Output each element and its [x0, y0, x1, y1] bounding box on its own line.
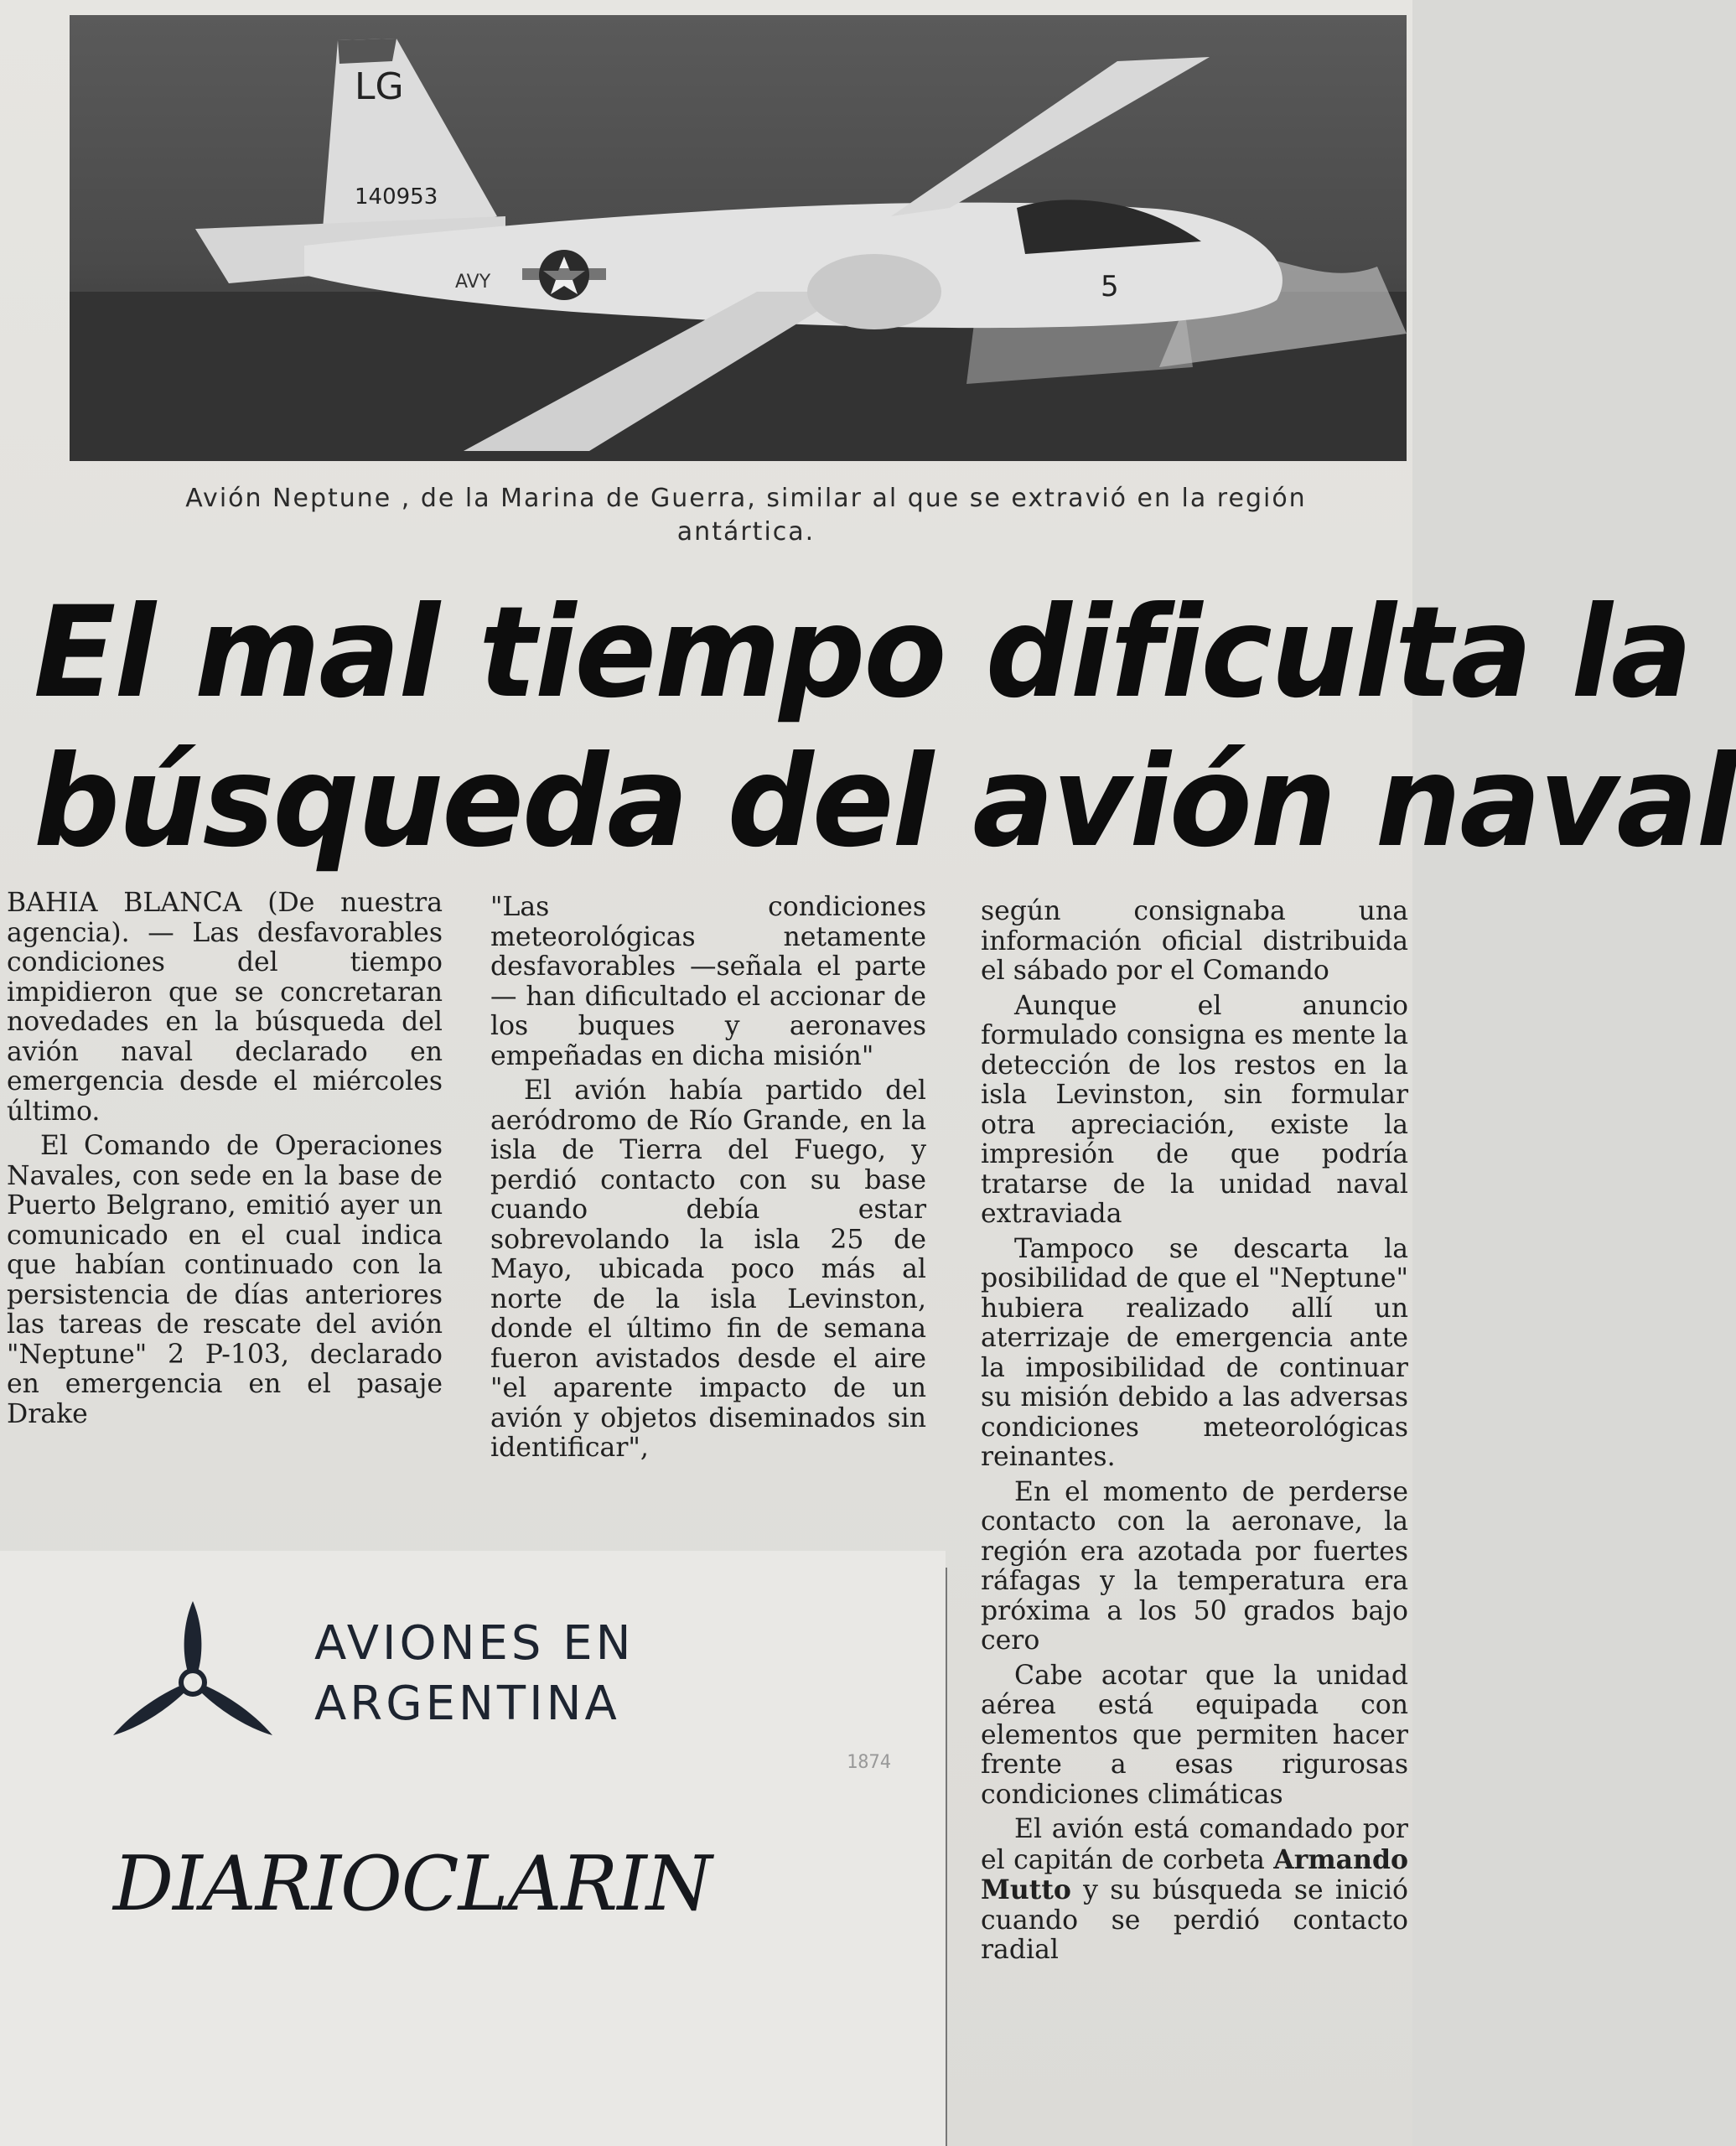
tail-code-text: LG	[355, 65, 404, 108]
fuselage-text: AVY	[455, 272, 491, 293]
brand-name	[314, 1614, 635, 1734]
article-column-1	[7, 889, 443, 1429]
commander-name: Armando Mutto	[981, 1843, 1409, 1905]
article-headline	[34, 578, 1736, 877]
paragraph: Aunque el anuncio formulado consigna es mente la detección de los restos en la isla Levinston, sin formular otra apreciación, existe la impresión de que podría tratarse de la unidad naval extraviada	[981, 990, 1408, 1229]
paragraph: Cabe acotar que la unidad aérea está equipada con elementos que permiten hacer frente a esas rigurosas condiciones climáticas	[981, 1660, 1408, 1810]
aircraft-photo	[70, 15, 1407, 461]
serial-text: 140953	[355, 184, 438, 210]
paragraph: El Comando de Operaciones Navales, con sede en la base de Puerto Belgrano, emitió ayer un comunicado en el cual indica que habían continuado con la persistencia de días anteriores las tareas de rescate del avión "Neptune" 2 P-103, declarado en emergencia en el pasaje Drake	[7, 1131, 443, 1429]
photo-caption: Avión Neptune , de la Marina de Guerra, similar al que se extravió en la región antártica.	[185, 484, 1307, 547]
paragraph: En el momento de perderse contacto con la aeronave, la región era azotada por fuertes ráfagas y la temperatura era próxima a los 50 grados bajo cero	[981, 1476, 1408, 1656]
paragraph: Tampoco se descarta la posibilidad de que el "Neptune" hubiera realizado allí un aterrizaje de emergencia ante la imposibilidad de continuar su misión debido a las adversas condiciones meteorológicas reinantes.	[981, 1233, 1408, 1472]
propeller-icon	[109, 1597, 277, 1756]
brand-name-line-2: ARGENTINA	[314, 1677, 620, 1731]
nose-number-text: 5	[1101, 270, 1119, 303]
neptune-aircraft-image	[70, 15, 1407, 461]
paragraph: "Las condiciones meteorológicas netamente desfavorables —señala el parte— han dificultado el accionar de los buques y aeronaves empeñadas en dicha misión"	[490, 892, 926, 1071]
paragraph: según consignaba una información oficial distribuida el sábado por el Comando	[981, 896, 1408, 986]
paragraph	[981, 1815, 1408, 1966]
text-segment: El avión está comandado por el capitán de corbeta	[981, 1814, 1408, 1875]
column-divider	[946, 1568, 947, 2146]
paragraph: BAHIA BLANCA (De nuestra agencia). — Las desfavorables condiciones del tiempo impidieron que se concretaran novedades en la búsqueda del avión naval declarado en emergencia desde el miércoles último.	[7, 888, 443, 1127]
headline-line-2: búsqueda del avión naval	[34, 729, 1736, 875]
article-column-2	[490, 893, 926, 1464]
page-stamp: 1874	[847, 1752, 891, 1773]
brand-name-line-1: AVIONES EN	[314, 1616, 635, 1671]
headline-line-1: El mal tiempo dificulta la	[34, 580, 1692, 726]
paragraph: El avión había partido del aeródromo de Río Grande, en la isla de Tierra del Fuego, y perdió contacto con su base cuando debía estar sobrevolando la isla 25 de Mayo, ubicada poco más al norte de la isla Levinston, donde el último fin de semana fueron avistados desde el aire "el aparente impacto de un avión y objetos diseminados sin identificar",	[490, 1076, 926, 1463]
article-column-3	[981, 897, 1408, 1966]
source-label: DIARIOCLARIN	[113, 1840, 712, 1928]
text-segment: y su búsqueda se inició cuando se perdió contacto radial	[981, 1875, 1408, 1965]
